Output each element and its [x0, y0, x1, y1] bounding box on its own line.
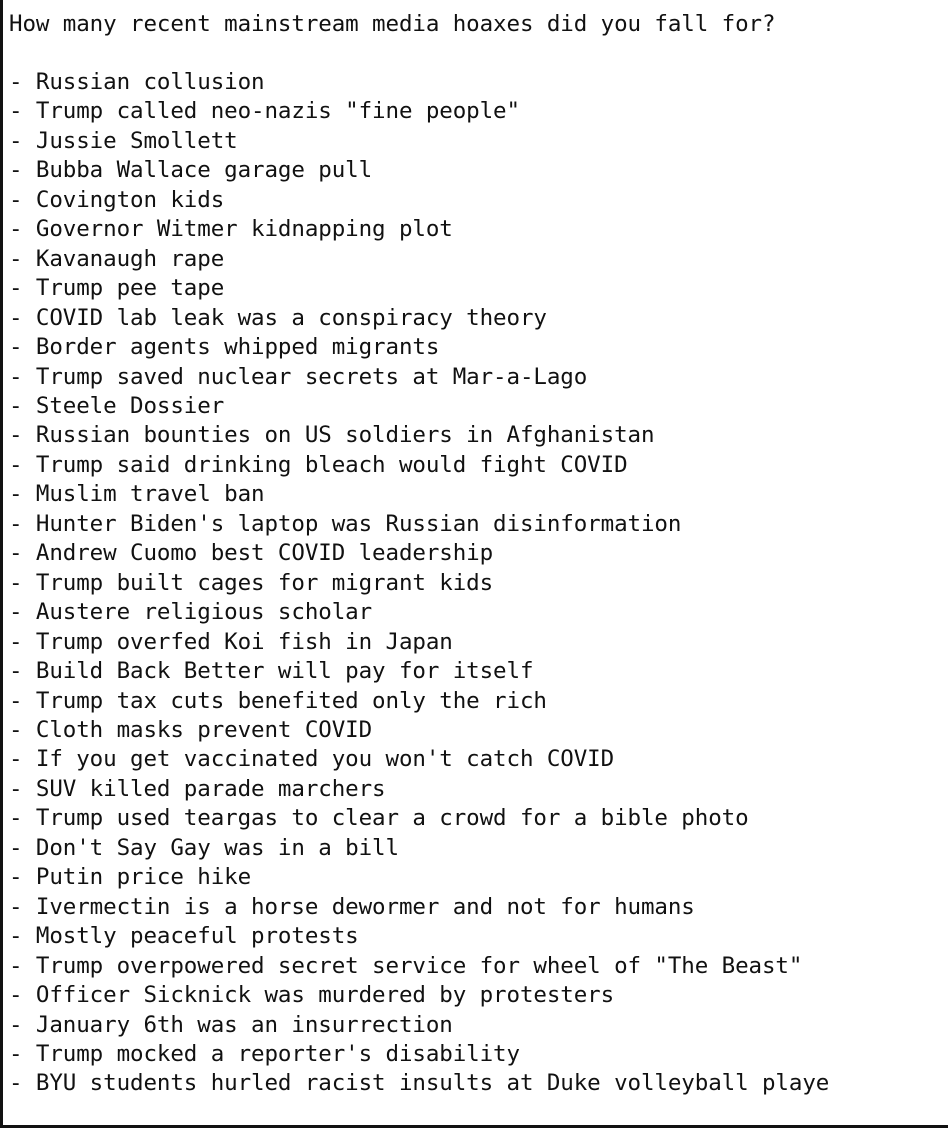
list-item: - BYU students hurled racist insults at Duke volleyball playe	[9, 1070, 830, 1097]
list-item: - Trump used teargas to clear a crowd for a bible photo	[9, 805, 749, 832]
list-item: - Covington kids	[9, 186, 225, 213]
list-item: - Trump pee tape	[9, 275, 225, 302]
list-item: - Border agents whipped migrants	[9, 334, 440, 361]
list-item: - January 6th was an insurrection	[9, 1011, 453, 1038]
list-item: - Muslim travel ban	[9, 481, 265, 508]
list-item: - Trump mocked a reporter's disability	[9, 1040, 520, 1067]
list-item: - Trump overfed Koi fish in Japan	[9, 628, 453, 655]
list-item: - Hunter Biden's laptop was Russian disinformation	[9, 510, 682, 537]
list-item: - SUV killed parade marchers	[9, 775, 386, 802]
list-item: - Trump saved nuclear secrets at Mar-a-Lago	[9, 363, 588, 390]
list-item: - Kavanaugh rape	[9, 245, 225, 272]
list-item: - Russian collusion	[9, 69, 265, 95]
list-item: - Russian bounties on US soldiers in Afghanistan	[9, 422, 655, 449]
item-list	[9, 68, 829, 1099]
list-item: - If you get vaccinated you won't catch COVID	[9, 746, 615, 773]
list-item: - Putin price hike	[9, 864, 252, 891]
list-item: - Governor Witmer kidnapping plot	[9, 216, 453, 243]
list-item: - Trump built cages for migrant kids	[9, 569, 494, 596]
list-item: - Don't Say Gay was in a bill	[9, 834, 399, 861]
list-item: - Andrew Cuomo best COVID leadership	[9, 540, 494, 567]
document-title: How many recent mainstream media hoaxes did you fall for?	[9, 11, 776, 37]
list-item: - Bubba Wallace garage pull	[9, 157, 373, 184]
list-item: - Trump said drinking bleach would fight COVID	[9, 451, 628, 478]
list-item: - Trump overpowered secret service for wheel of "The Beast"	[9, 952, 803, 979]
list-item: - Austere religious scholar	[9, 599, 373, 626]
list-item: - COVID lab leak was a conspiracy theory	[9, 304, 547, 331]
list-item: - Trump tax cuts benefited only the rich	[9, 687, 547, 714]
list-item: - Officer Sicknick was murdered by protesters	[9, 982, 615, 1009]
list-item: - Build Back Better will pay for itself	[9, 658, 534, 685]
list-item: - Mostly peaceful protests	[9, 923, 359, 950]
list-item: - Steele Dossier	[9, 392, 225, 419]
list-item: - Cloth masks prevent COVID	[9, 716, 373, 743]
list-item: - Jussie Smollett	[9, 127, 238, 154]
list-item: - Ivermectin is a horse dewormer and not for humans	[9, 893, 695, 920]
list-item: - Trump called neo-nazis "fine people"	[9, 98, 520, 125]
